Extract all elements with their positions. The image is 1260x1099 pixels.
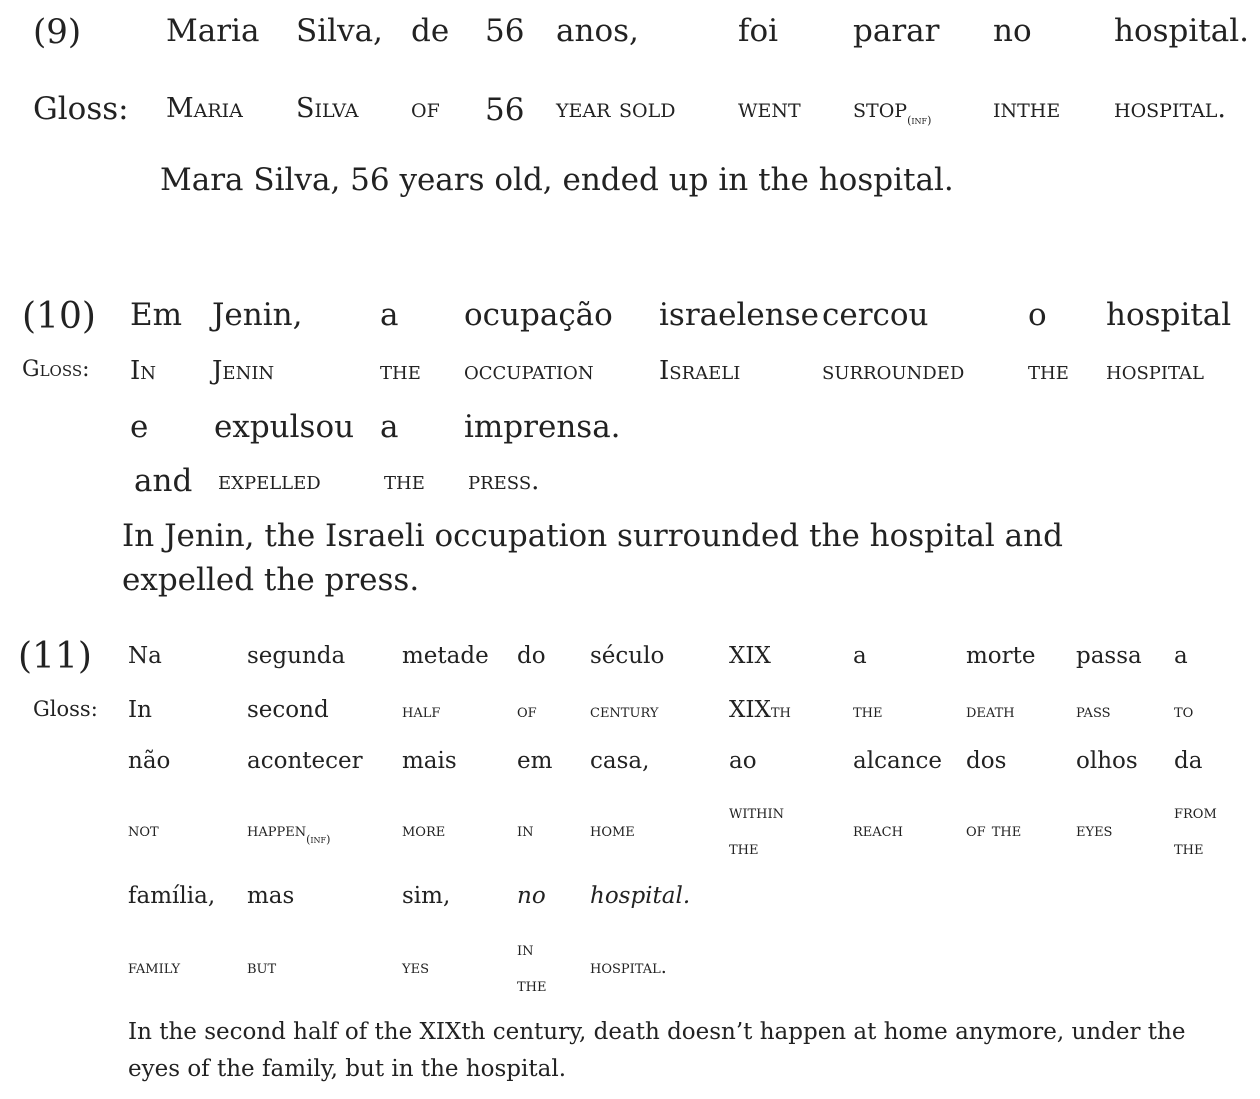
word: 56 (485, 13, 525, 49)
word: cercou (822, 297, 929, 333)
gloss-word: to (1174, 700, 1194, 722)
gloss-suffix: th (770, 700, 791, 722)
gloss-word: home (590, 819, 635, 841)
gloss-word: the (729, 837, 759, 859)
gloss-word: eyes (1076, 819, 1113, 841)
gloss-word: the (1028, 356, 1069, 386)
word: XIX (729, 643, 771, 669)
word: família, (128, 883, 216, 909)
gloss-word: within (729, 801, 785, 823)
gloss-word: of the (966, 819, 1022, 841)
word: mais (402, 748, 457, 774)
word: não (128, 748, 171, 774)
gloss-word (247, 819, 330, 846)
word: a (1174, 643, 1188, 669)
translation: Mara Silva, 56 years old, ended up in the hospital. (160, 162, 954, 198)
example-number: (9) (33, 12, 82, 52)
gloss-word: press. (468, 466, 540, 496)
gloss-label: Gloss: (33, 697, 98, 721)
word: segunda (247, 643, 346, 669)
gloss-word: inthe (993, 93, 1061, 124)
word: foi (738, 13, 779, 49)
example-number: (11) (18, 636, 92, 677)
word: olhos (1076, 748, 1138, 774)
gloss-stem: happen (247, 819, 307, 841)
gloss-word: the (517, 974, 547, 996)
gloss-word: death (966, 700, 1015, 722)
word: alcance (853, 748, 942, 774)
gloss-stem: stop (853, 93, 908, 124)
word: ao (729, 748, 757, 774)
word: dos (966, 748, 1007, 774)
word: a (380, 409, 399, 445)
word: Silva, (296, 13, 383, 49)
word: da (1174, 748, 1203, 774)
gloss-word: surrounded (822, 356, 965, 386)
gloss-word: but (247, 956, 277, 978)
word: anos, (556, 13, 639, 49)
word: e (130, 409, 149, 445)
gloss-word: in (517, 819, 534, 841)
example-number: (10) (22, 296, 96, 337)
word: o (1028, 297, 1047, 333)
gloss-word (853, 93, 931, 127)
word: expulsou (214, 409, 355, 445)
gloss-word: hospital (1106, 356, 1204, 386)
word: Jenin, (212, 297, 303, 333)
gloss-word: of (517, 700, 537, 722)
gloss-word: the (1174, 837, 1204, 859)
word: israelense (659, 297, 819, 333)
gloss-word: went (738, 93, 801, 124)
word: morte (966, 643, 1036, 669)
gloss-word: the (384, 466, 425, 496)
gloss-word: more (402, 819, 446, 841)
gloss-word: In (130, 356, 157, 386)
word: Na (128, 643, 162, 669)
gloss-word: expelled (218, 466, 321, 496)
word: hospital. (590, 883, 691, 909)
gloss-word: the (380, 356, 421, 386)
word: hospital (1106, 297, 1232, 333)
gloss-word: in (517, 938, 534, 960)
word: a (853, 643, 867, 669)
gloss-word: of (411, 93, 440, 124)
gloss-word: century (590, 700, 659, 722)
gloss-word: from (1174, 801, 1217, 823)
gloss-word: Maria (166, 93, 243, 124)
word: imprensa. (464, 409, 621, 445)
gloss-word: the (853, 700, 883, 722)
word: a (380, 297, 399, 333)
gloss-word: reach (853, 819, 903, 841)
gloss-word: family (128, 956, 181, 978)
gloss-word: hospital. (1114, 93, 1227, 124)
word: de (411, 13, 450, 49)
gloss-word: yes (402, 956, 429, 978)
gloss-word: and (134, 463, 193, 499)
word: Em (130, 297, 183, 333)
word: ocupação (464, 297, 613, 333)
word: do (517, 643, 546, 669)
word: no (993, 13, 1032, 49)
word: passa (1076, 643, 1142, 669)
gloss-label: Gloss: (22, 357, 90, 382)
word: hospital. (1114, 13, 1250, 49)
gloss-word: hospital. (590, 956, 667, 978)
gloss-word: Silva (296, 93, 359, 124)
word: século (590, 643, 665, 669)
gloss-word: half (402, 700, 441, 722)
gloss-subscript: (inf) (306, 833, 331, 846)
word: no (517, 883, 546, 909)
word: acontecer (247, 748, 363, 774)
word: metade (402, 643, 489, 669)
word: sim, (402, 883, 451, 909)
gloss-word: pass (1076, 700, 1111, 722)
translation: In Jenin, the Israeli occupation surrounded the hospital and expelled the press. (122, 518, 1063, 598)
gloss-label: Gloss: (33, 91, 129, 127)
gloss-word: 56 (485, 92, 525, 128)
gloss-stem: XIX (729, 697, 771, 723)
word: em (517, 748, 553, 774)
gloss-word: year sold (556, 93, 676, 124)
gloss-word (729, 697, 791, 723)
word: parar (853, 13, 940, 49)
word: Maria (166, 13, 260, 49)
gloss-word: Jenin (212, 356, 275, 386)
word: casa, (590, 748, 650, 774)
gloss-word: not (128, 819, 159, 841)
gloss-word: second (247, 697, 329, 723)
gloss-word: occupation (464, 356, 594, 386)
gloss-subscript: (inf) (907, 114, 932, 127)
gloss-word: Israeli (659, 356, 741, 386)
gloss-word: In (128, 697, 152, 723)
translation: In the second half of the XIXth century, death doesn’t happen at home anymore, under the eyes of the family, but in the hospital. (128, 1019, 1186, 1082)
word: mas (247, 883, 295, 909)
